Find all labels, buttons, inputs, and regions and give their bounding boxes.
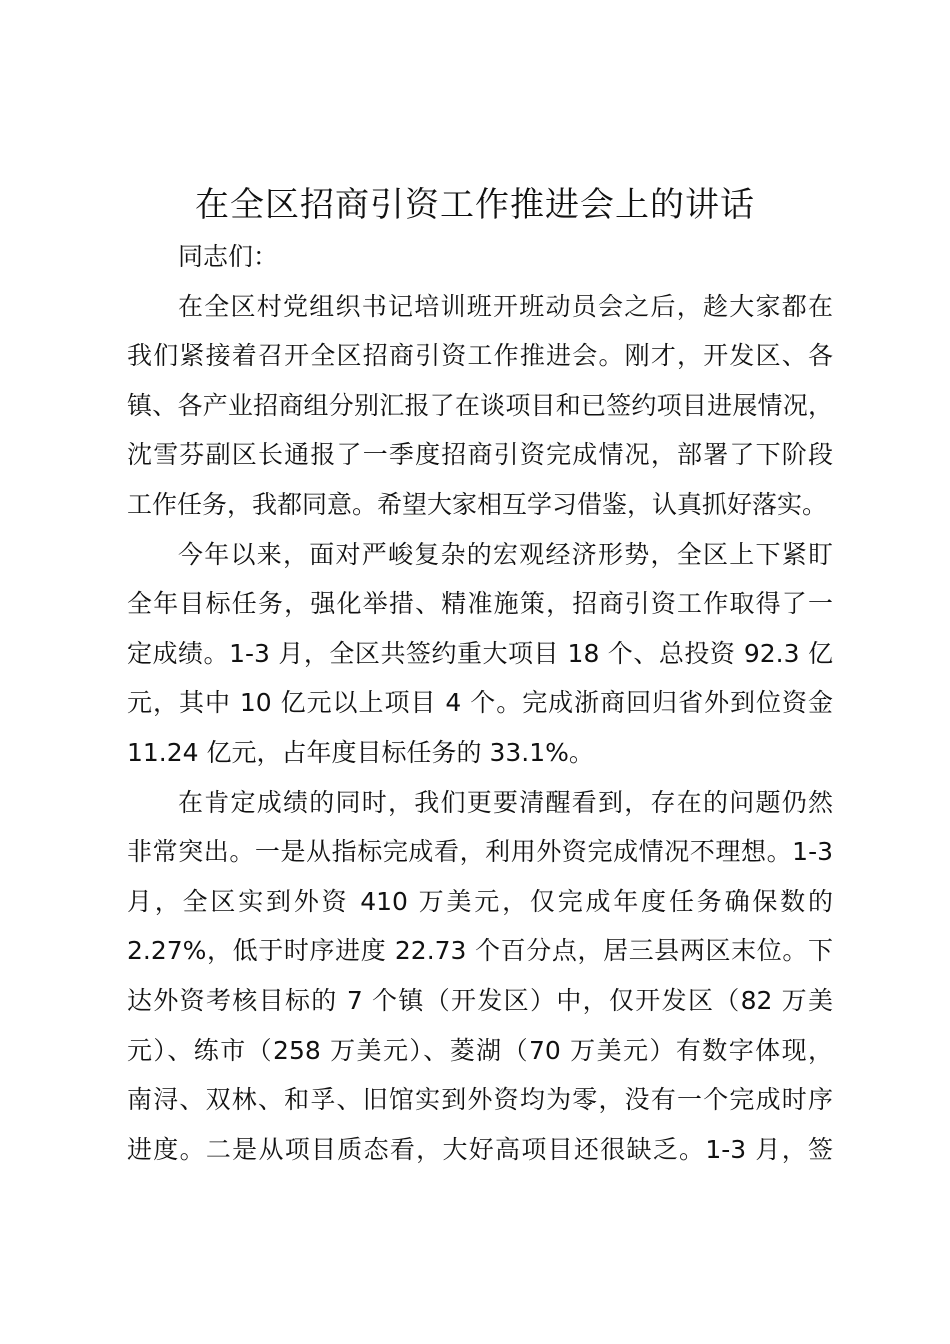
document-title: 在全区招商引资工作推进会上的讲话 [195,185,755,225]
text-line: 全年目标任务，强化举措、精准施策，招商引资工作取得了一 [127,589,833,619]
text-line: 今年以来，面对严峻复杂的宏观经济形势，全区上下紧盯 [178,539,833,569]
text-line: 我们紧接着召开全区招商引资工作推进会。刚才，开发区、各 [127,341,833,371]
text-line: 月，全区实到外资 410 万美元，仅完成年度任务确保数的 [127,886,833,916]
document-body [127,232,833,1174]
text-line: 11.24 亿元，占年度目标任务的 33.1%。 [127,737,594,767]
text-line: 镇、各产业招商组分别汇报了在谈项目和已签约项目进展情况， [127,390,833,420]
text-line: 定成绩。1-3 月，全区共签约重大项目 18 个、总投资 92.3 亿 [127,638,833,668]
text-line: 工作任务，我都同意。希望大家相互学习借鉴，认真抓好落实。 [127,489,828,519]
text-line: 沈雪芬副区长通报了一季度招商引资完成情况，部署了下阶段 [127,440,833,470]
text-line: 进度。二是从项目质态看，大好高项目还很缺乏。1-3 月，签 [127,1134,833,1164]
text-line: 在全区村党组织书记培训班开班动员会之后，趁大家都在 [178,291,833,321]
text-line: 在肯定成绩的同时，我们更要清醒看到，存在的问题仍然 [178,787,833,817]
text-line: 非常突出。一是从指标完成看，利用外资完成情况不理想。1-3 [127,837,833,867]
text-line: 达外资考核目标的 7 个镇（开发区）中，仅开发区（82 万美 [127,985,833,1015]
text-line: 同志们： [178,242,279,271]
text-line: 元，其中 10 亿元以上项目 4 个。完成浙商回归省外到位资金 [127,688,833,718]
text-line: 元）、练市（258 万美元）、菱湖（70 万美元）有数字体现， [127,1035,833,1065]
text-line: 2.27%，低于时序进度 22.73 个百分点，居三县两区末位。下 [127,936,833,966]
text-line: 南浔、双林、和孚、旧馆实到外资均为零，没有一个完成时序 [127,1085,833,1115]
